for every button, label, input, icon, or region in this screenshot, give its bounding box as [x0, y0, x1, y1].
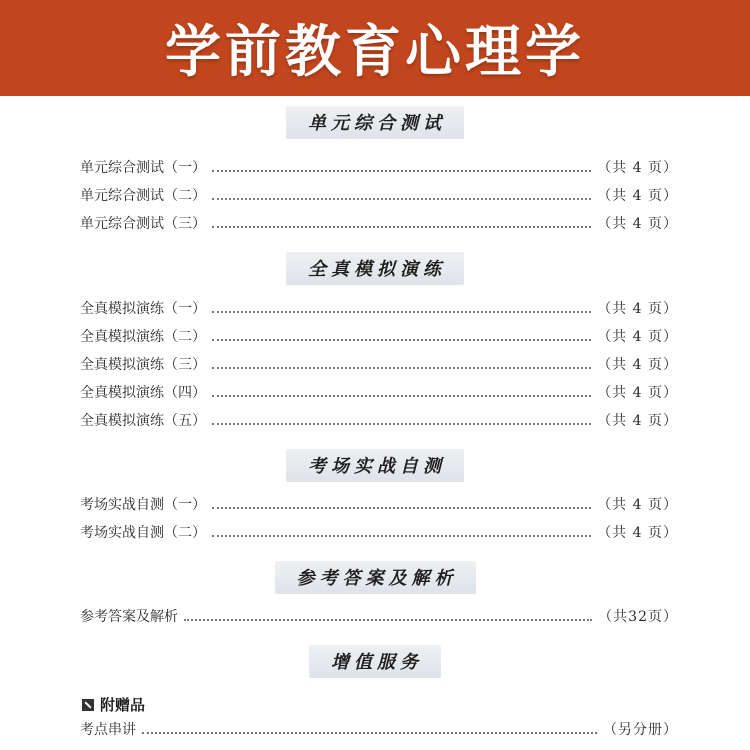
section-title: 全真模拟演练 [286, 252, 464, 285]
toc-entry[interactable] [80, 605, 678, 627]
entry-pages: （共 4 页） [597, 497, 678, 513]
section-header-self-tests [0, 449, 750, 479]
entry-label: 全真模拟演练（二） [80, 329, 206, 345]
entry-pages: （共 4 页） [597, 385, 678, 401]
dot-leader [212, 367, 591, 369]
entry-pages: （共 4 页） [597, 216, 678, 232]
entry-label: 全真模拟演练（一） [80, 301, 206, 317]
entry-pages: （共 4 页） [597, 188, 678, 204]
dot-leader [142, 732, 597, 734]
dot-leader [212, 423, 591, 425]
toc-entry[interactable] [80, 353, 678, 375]
section-header-value-added [0, 645, 750, 675]
gift-subheading-label: 附赠品 [100, 696, 146, 714]
title-banner [0, 0, 750, 96]
entry-label: 考场实战自测（一） [80, 497, 206, 513]
dot-leader [212, 339, 591, 341]
gift-subheading [82, 694, 145, 715]
entry-label: 考点串讲 [80, 722, 136, 738]
toc-entry[interactable] [80, 156, 678, 178]
entry-pages: （共 4 页） [597, 301, 678, 317]
entry-label: 参考答案及解析 [80, 609, 178, 625]
entry-label: 单元综合测试（一） [80, 160, 206, 176]
toc-entry[interactable] [80, 325, 678, 347]
entry-label: 全真模拟演练（五） [80, 413, 206, 429]
entry-label: 考场实战自测（二） [80, 525, 206, 541]
entry-pages: （共 4 页） [597, 160, 678, 176]
gift-marker-icon [82, 699, 94, 711]
entry-label: 单元综合测试（三） [80, 216, 206, 232]
section-header-unit-tests [0, 106, 750, 136]
dot-leader [212, 395, 591, 397]
section-title: 单元综合测试 [286, 106, 464, 139]
toc-entry[interactable] [80, 184, 678, 206]
dot-leader [184, 619, 592, 621]
toc-entry[interactable] [80, 493, 678, 515]
entry-label: 全真模拟演练（四） [80, 385, 206, 401]
section-title: 增值服务 [309, 645, 441, 678]
section-title: 考场实战自测 [286, 449, 464, 482]
dot-leader [212, 226, 591, 228]
entry-pages: （共 4 页） [597, 525, 678, 541]
entry-pages: （共 4 页） [597, 413, 678, 429]
toc-entry[interactable] [80, 409, 678, 431]
entry-pages: （共 4 页） [597, 329, 678, 345]
toc-entry[interactable] [80, 297, 678, 319]
section-header-mock-exams [0, 252, 750, 282]
toc-entry[interactable] [80, 521, 678, 543]
dot-leader [212, 507, 591, 509]
entry-pages: （共 4 页） [597, 357, 678, 373]
dot-leader [212, 198, 591, 200]
dot-leader [212, 311, 591, 313]
entry-pages: （另分册） [603, 722, 678, 738]
entry-pages: （共32页） [598, 609, 678, 625]
section-header-answers [0, 561, 750, 591]
book-title: 学前教育心理学 [165, 20, 585, 85]
dot-leader [212, 170, 591, 172]
entry-label: 单元综合测试（二） [80, 188, 206, 204]
dot-leader [212, 535, 591, 537]
toc-entry[interactable] [80, 381, 678, 403]
toc-entry[interactable] [80, 718, 678, 740]
section-title: 参考答案及解析 [275, 561, 476, 594]
toc-entry[interactable] [80, 212, 678, 234]
entry-label: 全真模拟演练（三） [80, 357, 206, 373]
